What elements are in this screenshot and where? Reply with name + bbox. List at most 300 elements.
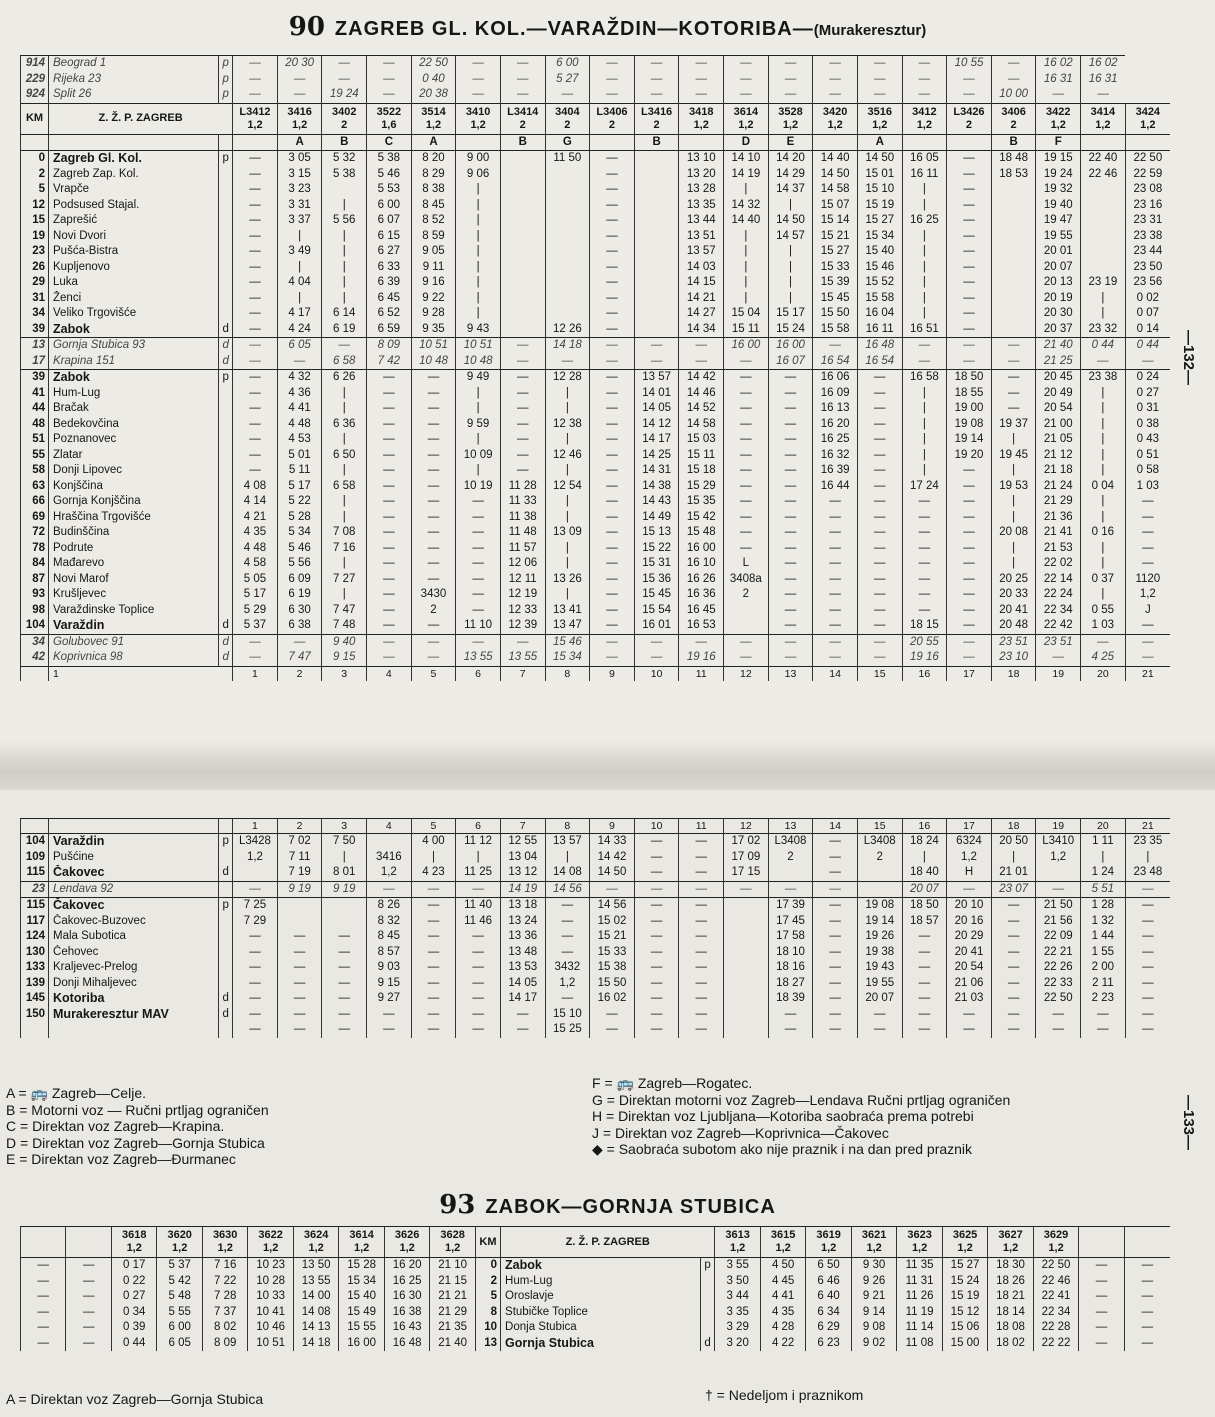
time-cell: 13 57 [545,834,590,850]
legend-item: C = Direktan voz Zagreb—Krapina. [6,1118,225,1134]
time-cell: — [768,87,813,103]
time-cell: — [724,417,769,433]
train-number: 3625 1,2 [942,1227,987,1258]
time-cell: — [724,634,769,650]
time-cell: — [1125,960,1170,976]
time-cell: — [991,1022,1036,1038]
time-cell: 14 50 [813,167,858,183]
column-number: 5 [411,666,456,681]
time-cell: 18 02 [988,1336,1033,1352]
time-cell: 16 51 [902,322,947,338]
time-cell: 14 29 [768,167,813,183]
time-cell: — [947,291,992,307]
time-cell: — [768,881,813,898]
time-cell: — [367,448,412,464]
time-cell: L3408 [768,834,813,850]
time-cell: — [21,1320,66,1336]
station-name: Koprivnica 98 [49,650,219,666]
time-cell: — [947,634,992,650]
time-cell: — [991,370,1036,386]
time-cell [500,275,545,291]
time-cell: — [367,479,412,495]
time-cell: — [857,56,902,72]
train-number: 3424 1,2 [1125,103,1170,134]
station-row [21,618,1171,634]
time-cell: 13 57 [634,370,679,386]
time-cell: 15 19 [942,1289,987,1305]
time-cell: 20 29 [947,929,992,945]
time-cell: — [902,510,947,526]
time-cell: — [991,401,1036,417]
time-cell: 5 38 [322,167,367,183]
time-cell: 23 51 [991,634,1036,650]
train-number: L3406 2 [590,103,635,134]
time-cell: — [456,929,501,945]
legend-item: F = 🚌 Zagreb—Rogatec. [592,1075,753,1091]
time-cell: 16 30 [384,1289,429,1305]
time-cell: — [1125,556,1170,572]
time-cell: | [322,275,367,291]
time-cell: | [1125,850,1170,866]
time-cell: 18 10 [768,945,813,961]
train-number: 3626 1,2 [384,1227,429,1258]
time-cell: 19 00 [947,401,992,417]
time-cell: — [679,881,724,898]
time-cell: 20 54 [1036,401,1081,417]
time-cell: — [947,479,992,495]
time-cell: 11 57 [500,541,545,557]
time-cell: 11 35 [897,1258,942,1274]
km-cell [21,1022,49,1038]
time-cell: 2 [411,603,456,619]
time-cell: 14 19 [500,881,545,898]
time-cell: 2 11 [1081,976,1126,992]
time-cell: 15 58 [857,291,902,307]
time-cell: 9 06 [456,167,501,183]
time-cell [724,618,769,634]
time-cell: — [233,56,278,72]
time-cell: — [411,618,456,634]
time-cell: — [1079,1336,1124,1352]
time-cell: — [813,572,858,588]
time-cell: — [947,306,992,322]
time-cell: — [21,1274,66,1290]
time-cell: 9 02 [851,1336,896,1352]
time-cell: 14 56 [590,898,635,914]
time-cell: 16 05 [902,151,947,167]
time-cell: — [947,275,992,291]
time-cell: 11 46 [456,914,501,930]
time-cell: L3408 [857,834,902,850]
time-cell: — [233,432,278,448]
time-cell: 10 28 [248,1274,293,1290]
time-cell: — [947,213,992,229]
time-cell: 1120 [1125,572,1170,588]
time-cell: 0 02 [1125,291,1170,307]
time-cell: 0 55 [1081,603,1126,619]
time-cell: 19 14 [857,914,902,930]
time-cell: — [277,960,322,976]
time-cell: 5 51 [1081,881,1126,898]
km-cell: 10 [475,1320,500,1336]
time-cell: — [322,960,367,976]
station-name: Čakovec [49,865,219,881]
cell [219,819,233,834]
time-cell: | [902,244,947,260]
time-cell: 11 10 [456,618,501,634]
column-number: 6 [456,666,501,681]
time-cell: — [768,1022,813,1038]
time-cell: | [322,432,367,448]
time-cell: 1,2 [947,850,992,866]
time-cell [500,198,545,214]
arr-dep: d [219,618,233,634]
station-name: Donja Stubica [501,1320,701,1336]
time-cell: 21 06 [947,976,992,992]
time-cell: 16 26 [679,572,724,588]
time-cell: 5 05 [233,572,278,588]
km-cell: 48 [21,417,49,433]
time-cell: — [724,541,769,557]
time-cell: — [1125,525,1170,541]
time-cell [500,306,545,322]
km-cell: 23 [21,881,49,898]
time-cell: — [991,338,1036,354]
time-cell: — [1036,87,1081,103]
station-name: Bedekovčina [49,417,219,433]
time-cell: 5 38 [367,151,412,167]
time-cell: — [500,401,545,417]
time-cell: — [233,213,278,229]
time-cell: | [545,463,590,479]
time-cell: 19 55 [857,976,902,992]
time-cell: 15 27 [857,213,902,229]
time-cell: — [768,572,813,588]
time-cell: 14 52 [679,401,724,417]
time-cell: 19 26 [857,929,902,945]
km-cell: 44 [21,401,49,417]
time-cell: — [679,865,724,881]
time-cell: — [857,587,902,603]
time-cell: 10 19 [456,479,501,495]
time-cell: 21 03 [947,991,992,1007]
time-cell: — [724,354,769,370]
km-cell: 2 [475,1274,500,1290]
train-number [1079,1227,1124,1258]
time-cell: — [947,881,992,898]
time-cell: 4 35 [760,1305,805,1321]
time-cell: 17 45 [768,914,813,930]
km-cell: 229 [21,72,49,88]
time-cell: 22 09 [1036,929,1081,945]
time-cell: 5 01 [277,448,322,464]
time-cell: 9 08 [851,1320,896,1336]
legend-item: G = Direktan motorni voz Zagreb—Lendava Ručni prtljag ograničen [592,1091,1011,1108]
train-number: 3618 1,2 [111,1227,156,1258]
time-cell: 9 11 [411,260,456,276]
time-cell: — [277,87,322,103]
time-cell: — [634,87,679,103]
time-cell: 6 09 [277,572,322,588]
time-cell [500,291,545,307]
time-cell: — [277,991,322,1007]
station-row [21,370,1171,386]
time-cell: 15 33 [590,945,635,961]
time-cell: 3 37 [277,213,322,229]
time-cell: 4 45 [760,1274,805,1290]
arr-dep [219,976,233,992]
time-cell: 17 15 [724,865,769,881]
time-cell: 5 29 [233,603,278,619]
time-cell [634,322,679,338]
time-cell: | [322,510,367,526]
arr-dep [219,525,233,541]
arr-dep [219,167,233,183]
time-cell [991,182,1036,198]
time-cell: 16 06 [813,370,858,386]
train-note: C [367,134,412,151]
time-cell: 18 27 [768,976,813,992]
time-cell: 20 13 [1036,275,1081,291]
time-cell: 10 09 [456,448,501,464]
time-cell: 22 14 [1036,572,1081,588]
time-cell: — [456,587,501,603]
time-cell: — [233,167,278,183]
time-cell: 6 07 [367,213,412,229]
time-cell: 13 48 [500,945,545,961]
time-cell: — [1081,1007,1126,1023]
arr-dep [219,448,233,464]
time-cell: 21 24 [1036,479,1081,495]
time-cell: 4 22 [760,1336,805,1352]
time-cell: — [634,650,679,666]
time-cell: — [634,354,679,370]
time-cell: — [679,87,724,103]
timetable-93-title: 93 ZABOK—GORNJA STUBICA [439,1190,776,1220]
time-cell: — [277,976,322,992]
time-cell: — [857,510,902,526]
time-cell: 11 48 [500,525,545,541]
time-cell: — [947,322,992,338]
time-cell: 5 28 [277,510,322,526]
time-cell: — [411,960,456,976]
time-cell: — [902,354,947,370]
time-cell: — [947,87,992,103]
time-cell: — [857,432,902,448]
time-cell: — [902,945,947,961]
time-cell: — [724,370,769,386]
time-cell: 21 40 [430,1336,475,1352]
time-cell: — [1125,650,1170,666]
time-cell: 20 10 [947,898,992,914]
time-cell: — [411,914,456,930]
time-cell: 15 14 [813,213,858,229]
time-cell: 3408a [724,572,769,588]
time-cell: 6 39 [367,275,412,291]
time-cell: 18 57 [902,914,947,930]
time-cell: 0 04 [1081,479,1126,495]
cell [219,134,233,151]
arr-dep [219,914,233,930]
time-cell: — [545,991,590,1007]
station-row [21,198,1171,214]
time-cell: 15 01 [857,167,902,183]
time-cell: 15 40 [857,244,902,260]
train-number: 3621 1,2 [851,1227,896,1258]
time-cell: | [902,182,947,198]
time-cell: 0 34 [111,1305,156,1321]
time-cell [724,929,769,945]
time-cell: 13 04 [500,850,545,866]
time-cell: | [456,260,501,276]
time-cell: 1 28 [1081,898,1126,914]
time-cell: — [367,525,412,541]
time-cell: 15 46 [545,634,590,650]
time-cell: — [724,881,769,898]
time-cell: — [634,945,679,961]
time-cell: — [590,322,635,338]
railway-header: Z. Ž. P. ZAGREB [501,1227,715,1258]
time-cell: 4 08 [233,479,278,495]
station-row [21,260,1171,276]
time-cell: — [724,87,769,103]
time-cell: — [768,479,813,495]
time-cell [991,260,1036,276]
time-cell [500,229,545,245]
time-cell: — [813,72,858,88]
time-cell: — [411,432,456,448]
time-cell: 15 11 [724,322,769,338]
time-cell: 17 58 [768,929,813,945]
time-cell: — [813,881,858,898]
time-cell: | [322,260,367,276]
time-cell: 22 22 [1033,1336,1078,1352]
time-cell: — [1125,976,1170,992]
time-cell: — [277,929,322,945]
time-cell: | [991,541,1036,557]
time-cell: — [813,929,858,945]
time-cell: — [1125,898,1170,914]
time-cell: 18 50 [947,370,992,386]
time-cell: | [322,494,367,510]
time-cell: — [947,463,992,479]
time-cell: — [1036,1007,1081,1023]
station-row [21,386,1171,402]
arr-dep [219,556,233,572]
time-cell: 15 50 [590,976,635,992]
arr-dep [219,541,233,557]
time-cell [991,291,1036,307]
time-cell: 2 [857,850,902,866]
time-cell: — [857,417,902,433]
time-cell: — [367,417,412,433]
time-cell: — [233,401,278,417]
time-cell: 5 34 [277,525,322,541]
time-cell: | [902,463,947,479]
time-cell: 4 41 [760,1289,805,1305]
time-cell: — [991,386,1036,402]
time-cell: 0 58 [1125,463,1170,479]
time-cell: 8 57 [367,945,412,961]
time-cell: 11 28 [500,479,545,495]
time-cell: 6 27 [367,244,412,260]
time-cell: 14 56 [545,881,590,898]
time-cell: — [991,1007,1036,1023]
time-cell: — [1125,634,1170,650]
time-cell: — [66,1289,111,1305]
time-cell: 5 37 [157,1258,202,1274]
station-name: Stubičke Toplice [501,1305,701,1321]
time-cell: 16 00 [679,541,724,557]
km-cell: 29 [21,275,49,291]
station-row [21,479,1171,495]
time-cell: — [367,432,412,448]
time-cell: 0 27 [111,1289,156,1305]
time-cell: 14 19 [724,167,769,183]
km-cell: 109 [21,850,49,866]
time-cell: 14 50 [857,151,902,167]
time-cell: — [367,650,412,666]
time-cell: — [233,354,278,370]
time-cell: — [947,182,992,198]
column-number: 18 [991,666,1036,681]
time-cell: | [1081,541,1126,557]
time-cell: — [590,244,635,260]
time-cell: | [991,850,1036,866]
time-cell: 2 23 [1081,991,1126,1007]
arr-dep [219,960,233,976]
time-cell: 21 50 [1036,898,1081,914]
time-cell: 20 50 [991,834,1036,850]
time-cell: 4 58 [233,556,278,572]
time-cell: — [411,945,456,961]
column-number: 7 [500,666,545,681]
time-cell: — [411,634,456,650]
time-cell [545,306,590,322]
time-cell: 14 15 [679,275,724,291]
time-cell: 19 08 [857,898,902,914]
train-number: 3615 1,2 [760,1227,805,1258]
time-cell: 5 11 [277,463,322,479]
time-cell: 4 41 [277,401,322,417]
time-cell: — [1125,991,1170,1007]
time-cell: 15 31 [634,556,679,572]
station-row [21,151,1171,167]
column-number: 8 [545,666,590,681]
time-cell: 7 19 [277,865,322,881]
time-cell: — [590,229,635,245]
time-cell: — [367,56,412,72]
time-cell: — [768,72,813,88]
time-cell: — [902,56,947,72]
time-cell: — [857,634,902,650]
time-cell: — [857,463,902,479]
time-cell: — [813,865,858,881]
time-cell: 13 36 [500,929,545,945]
time-cell: — [411,898,456,914]
time-cell: 16 58 [902,370,947,386]
time-cell: — [411,929,456,945]
time-cell: — [66,1305,111,1321]
time-cell: | [724,260,769,276]
arr-dep: d [219,322,233,338]
time-cell: 1,2 [545,976,590,992]
time-cell: 16 43 [384,1320,429,1336]
time-cell: — [634,338,679,354]
time-cell: | [545,494,590,510]
time-cell: — [367,510,412,526]
time-cell: — [500,432,545,448]
